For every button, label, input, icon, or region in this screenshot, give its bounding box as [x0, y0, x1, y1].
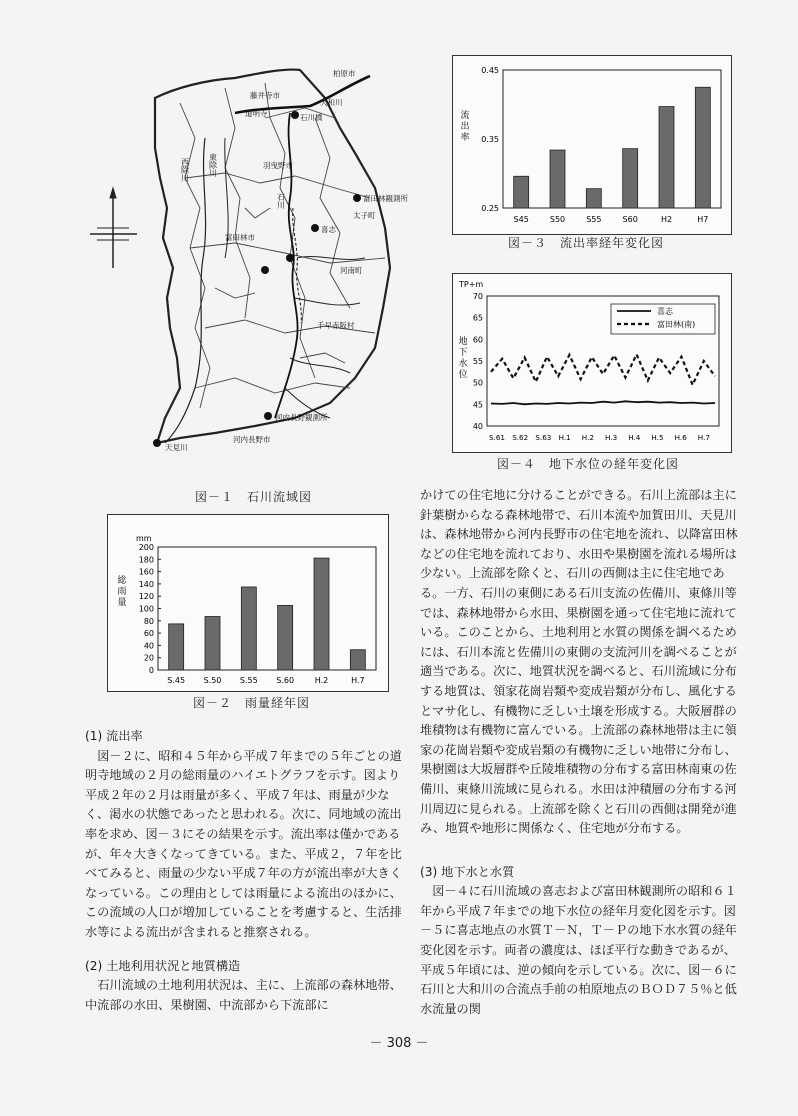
series-line-1: [491, 355, 715, 385]
series-line-0: [491, 401, 715, 404]
figure-1-map: [85, 58, 415, 478]
groundwater-line-chart: [453, 274, 731, 452]
map-label-kawachinagano: 河内長野市: [233, 435, 271, 444]
y-axis-label: 地下水位: [458, 337, 468, 380]
map-label-fujiidera: 藤井寺市: [250, 91, 280, 100]
legend-label: 喜志: [657, 307, 673, 316]
x-tick-label: S.55: [239, 676, 258, 685]
y-tick-label: 40: [143, 641, 154, 651]
figure-2-caption: 図－２ 雨量経年図: [193, 696, 311, 710]
section-2-text: 石川流域の土地利用状況は、主に、上流部の森林地帯、中流部の水田、果樹園、中流部から下流部に: [85, 978, 402, 1012]
y-tick-label: 0.25: [481, 204, 499, 213]
y-tick-label: 80: [143, 616, 154, 626]
bar-S.45: [169, 624, 184, 670]
bar-H.7: [350, 650, 365, 670]
x-tick-label: H.2: [314, 676, 329, 685]
runoff-rate-bar-chart: [453, 56, 731, 234]
bar-H7: [695, 87, 710, 208]
x-tick-label: S.61: [489, 433, 505, 442]
y-tick-label: 45: [472, 400, 483, 410]
y-tick-label: 40: [472, 422, 483, 431]
map-label-chihaya: 千早赤阪村: [317, 321, 355, 330]
y-tick-label: 0.45: [481, 66, 499, 75]
bar-S60: [623, 149, 638, 208]
bar-S.55: [241, 587, 256, 670]
x-tick-label: S45: [513, 215, 529, 224]
section-3-heading: (3) 地下水と水質: [420, 864, 515, 879]
y-tick-label: 65: [472, 313, 483, 323]
x-tick-label: S.62: [512, 433, 529, 442]
ishikawa-river: [275, 113, 298, 418]
figure-4-chart: [452, 273, 732, 453]
section-1-text: 図－２に、昭和４５年から平成７年までの５年ごとの道明寺地域の２月の総雨量のハイエトグラフを示す。図より平成２年の２月は雨量が多く、平成７年は、雨量が少なく、渇水の状態であったと思われる。次に、同地域の流出率を求め、図－３にその結果を示す。流出率は僅かであるが、年々大きくなってきている。また、平成２，７年を比べてみると、雨量の少ない平成７年の方が流出率が大きくなっている。この理由としては雨量による流出のほかに、この流域の人口が増加していることを考慮すると、生活排水等による流出が含まれると推察される。: [85, 748, 402, 939]
map-label-ishikawabashi: 石川橋: [300, 113, 323, 122]
bar-H.2: [314, 558, 329, 670]
map-label-tondabayashi-obs: 富田林観測所: [363, 194, 408, 203]
map-label-habikino: 羽曳野市: [263, 161, 293, 170]
map-label-nishiyoke: 西除川: [180, 158, 190, 182]
y-unit: TP+m: [459, 280, 484, 289]
y-tick-label: 55: [472, 357, 483, 366]
y-tick-label: 120: [138, 592, 154, 602]
x-tick-label: S.45: [167, 676, 186, 685]
map-label-higashiyoke: 東除川: [208, 153, 218, 177]
bar-H2: [659, 107, 674, 208]
x-tick-label: S60: [622, 215, 638, 224]
map-label-domyoji: 道明寺: [245, 109, 268, 118]
bar-S55: [586, 189, 601, 208]
legend-label: 富田林(南): [657, 320, 696, 329]
x-tick-label: S55: [586, 215, 602, 224]
y-tick-label: 160: [138, 567, 154, 577]
x-tick-label: H.5: [651, 433, 664, 442]
y-tick-label: 180: [138, 555, 154, 565]
x-tick-label: S.60: [276, 676, 295, 685]
right-column: [420, 486, 742, 1019]
figure-3-chart: [452, 55, 732, 235]
map-label-taishi: 太子町: [353, 211, 376, 220]
x-tick-label: H.7: [351, 676, 365, 685]
x-tick-label: H.7: [697, 433, 710, 442]
y-tick-label: 0: [148, 666, 154, 675]
x-tick-label: H.6: [674, 433, 687, 442]
x-tick-label: S50: [549, 215, 566, 224]
figure-1-caption: 図－１ 石川流域図: [195, 490, 313, 504]
x-tick-label: S.50: [203, 676, 222, 685]
bar-S.50: [205, 616, 220, 670]
section-2-continued-text: かけての住宅地に分けることができる。石川上流部は主に針葉樹からなる森林地帯で、石川本流や加賀田川、天見川は、森林地帯から河内長野市の住宅地を流れ、以降富田林などの住宅地を流れており、水田や果樹園を流れる場所は少ない。上流部を除くと、石川の西側は主に住宅地である。一方、石川の東側にある石川支流の佐備川、東條川等では、森林地帯から水田、果樹園を通って住宅地に流れている。このことから、土地利用と水質の関係を調べるためには、石川本流と佐備川の東側の支流河川を調べることが適当である。次に、地質状況を調べると、石川流域に分布する地質は、領家花崗岩類や変成岩類が分布し、風化するとマサ化し、有機物に乏しい土壌を形成する。大阪層群の堆積物は有機物に富んでいる。上流部の森林地帯は主に領家の花崗岩類や変成岩類の有機物に乏しい地帯に分布し、果樹園は大坂層群や丘陵堆積物の分布する富田林南東の佐備川、東條川流域に見られる。水田は沖積層の分布する河川周辺に見られる。上流部を除くと石川の西側は開発が進み、地質や地形に関係なく、住宅地が分布する。: [420, 488, 738, 836]
map-label-kashiba: 喜志: [321, 225, 336, 234]
y-tick-label: 0.35: [481, 135, 499, 144]
bar-S45: [514, 176, 529, 208]
x-tick-label: H.3: [605, 433, 618, 442]
left-column: [85, 727, 405, 1015]
bar-S.60: [278, 605, 293, 670]
plot-area: [503, 70, 721, 208]
y-axis-label: 流出率: [460, 111, 470, 143]
y-tick-label: 140: [138, 579, 154, 589]
river-basin-map: [85, 58, 415, 478]
compass-icon: [90, 188, 137, 268]
section-3-text: 図－４に石川流域の喜志および富田林観測所の昭和６１年から平成７年までの地下水位の経年月変化図を示す。図－５に喜志地点の水質Ｔ－Ｎ，Ｔ－Ｐの地下水水質の経年変化図を示す。両者の濃度は、ほぼ平行な動きであるが、平成５年頃には、逆の傾向を示している。次に、図－６に石川と大和川の合流点手前の柏原地点のＢＯＤ７５％と低水流量の関: [420, 884, 737, 1016]
figure-4-caption: 図－４ 地下水位の経年変化図: [497, 457, 680, 471]
map-label-kashiwara: 柏原市: [333, 69, 356, 78]
y-tick-label: 50: [472, 378, 483, 388]
plot-area: [158, 547, 376, 670]
bar-S50: [550, 150, 565, 208]
y-tick-label: 60: [472, 335, 483, 345]
section-2-heading: (2) 土地利用状況と地質構造: [85, 958, 241, 973]
map-label-sakai-obs: 河内長野観測所: [275, 413, 328, 422]
y-unit: mm: [136, 534, 152, 543]
figure-2-chart: [107, 514, 389, 692]
y-tick-label: 70: [472, 292, 483, 301]
y-tick-label: 20: [143, 653, 154, 663]
figure-3-caption: 図－３ 流出率経年変化図: [508, 236, 665, 250]
rainfall-bar-chart: [108, 515, 388, 691]
x-tick-label: H.2: [581, 433, 594, 442]
page-number: － 308 －: [369, 1036, 429, 1051]
x-tick-label: H7: [697, 215, 709, 224]
y-tick-label: 100: [138, 604, 154, 614]
map-label-tondabayashi-city: 富田林市: [225, 233, 255, 242]
map-label-yamato: 大和川: [320, 98, 343, 107]
section-1-heading: (1) 流出率: [85, 729, 143, 743]
map-label-kanan: 河南町: [340, 266, 363, 275]
y-tick-label: 60: [143, 629, 154, 639]
x-tick-label: H2: [660, 215, 673, 224]
map-label-ishikawa: 石川: [276, 193, 286, 209]
x-tick-label: H.1: [558, 433, 571, 442]
y-axis-label: 総雨量: [117, 576, 127, 608]
y-tick-label: 200: [138, 543, 154, 552]
map-label-tenmi: 天見川: [165, 443, 188, 452]
x-tick-label: H.4: [628, 433, 641, 442]
x-tick-label: S.63: [535, 433, 552, 442]
